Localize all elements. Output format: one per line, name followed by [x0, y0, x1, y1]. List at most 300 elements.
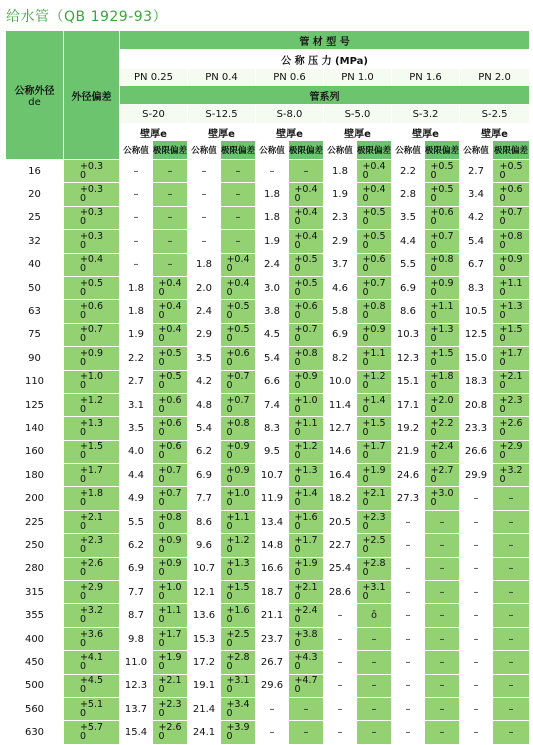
wall-deviation — [430, 302, 453, 320]
wall-nominal-cell: 1.9 — [256, 230, 289, 253]
wall-deviation — [430, 442, 453, 460]
wall-deviation-cell — [221, 721, 256, 744]
wall-deviation-cell — [357, 300, 392, 323]
wall-thickness-label: 壁厚e — [392, 124, 460, 141]
wall-deviation — [430, 489, 453, 507]
od-tolerance-lower: 0 — [79, 333, 86, 345]
wall-nominal-cell: – — [120, 206, 153, 229]
nominal-diameter-cell: 560 — [6, 697, 64, 720]
wall-deviation-cell — [493, 276, 530, 299]
od-tolerance-cell — [64, 697, 120, 720]
wall-deviation-lower: 0 — [499, 380, 506, 392]
wall-deviation-cell — [425, 230, 460, 253]
wall-deviation-cell: – — [289, 160, 324, 183]
wall-deviation — [500, 185, 523, 203]
wall-deviation-lower: 0 — [430, 497, 437, 509]
wall-deviation-lower: 0 — [226, 731, 233, 743]
wall-deviation-cell — [289, 230, 324, 253]
wall-deviation-cell — [153, 464, 188, 487]
wall-deviation-cell — [493, 230, 530, 253]
wall-deviation-cell — [425, 300, 460, 323]
nominal-value-label: 公称值 — [392, 141, 425, 160]
wall-deviation-cell — [357, 253, 392, 276]
table-row — [6, 464, 530, 487]
wall-deviation-lower: 0 — [226, 310, 233, 322]
wall-nominal-cell: 24.1 — [188, 721, 221, 744]
wall-deviation-cell — [289, 323, 324, 346]
wall-deviation — [430, 208, 453, 226]
od-tolerance-cell — [64, 300, 120, 323]
wall-deviation-lower: 0 — [158, 426, 165, 438]
wall-deviation-upper: +1.5 — [226, 581, 250, 593]
wall-deviation-upper: +1.3 — [499, 301, 523, 313]
od-tolerance-upper: +3.6 — [79, 628, 104, 640]
wall-deviation-lower: 0 — [226, 380, 233, 392]
wall-deviation-lower: 0 — [430, 333, 437, 345]
od-tolerance-upper: +1.7 — [79, 464, 104, 476]
table-row — [6, 581, 530, 604]
wall-nominal-cell: 10.5 — [460, 300, 493, 323]
wall-nominal-cell: 18.7 — [256, 581, 289, 604]
wall-deviation — [158, 466, 181, 484]
od-tolerance-upper: +0.3 — [79, 184, 104, 196]
od-tolerance-cell — [64, 230, 120, 253]
od-tolerance-lower: 0 — [79, 450, 86, 462]
wall-deviation — [294, 653, 317, 671]
wall-nominal-cell: 8.3 — [256, 417, 289, 440]
wall-deviation-cell — [153, 487, 188, 510]
wall-deviation-lower: 0 — [362, 310, 369, 322]
wall-deviation-upper: +0.4 — [294, 184, 318, 196]
wall-nominal-cell: 21.4 — [188, 697, 221, 720]
wall-deviation-lower: 0 — [362, 543, 369, 555]
wall-deviation-lower: 0 — [226, 707, 233, 719]
wall-deviation-upper: +2.1 — [362, 488, 386, 500]
wall-nominal-cell: 26.6 — [460, 440, 493, 463]
wall-nominal-cell: 9.5 — [256, 440, 289, 463]
wall-nominal-cell: – — [120, 253, 153, 276]
wall-nominal-cell: 6.7 — [460, 253, 493, 276]
wall-deviation-upper: +0.7 — [226, 394, 250, 406]
wall-nominal-cell: 1.8 — [256, 183, 289, 206]
nominal-diameter-cell: 140 — [6, 417, 64, 440]
od-tolerance-upper: +0.9 — [79, 347, 104, 359]
wall-deviation-upper: +0.9 — [430, 277, 454, 289]
wall-nominal-cell: 19.1 — [188, 674, 221, 697]
od-tolerance — [80, 162, 103, 180]
wall-deviation-upper: +1.7 — [158, 628, 182, 640]
wall-nominal-cell: 19.2 — [392, 417, 425, 440]
wall-deviation-lower: 0 — [362, 450, 369, 462]
wall-deviation-cell: – — [425, 627, 460, 650]
wall-deviation — [294, 536, 317, 554]
wall-deviation-lower: 0 — [430, 310, 437, 322]
wall-nominal-cell: 12.1 — [188, 581, 221, 604]
wall-deviation-lower: 0 — [499, 426, 506, 438]
wall-deviation-upper: +2.8 — [362, 558, 386, 570]
wall-nominal-cell: – — [324, 651, 357, 674]
wall-nominal-cell: – — [392, 627, 425, 650]
wall-nominal-cell: – — [392, 651, 425, 674]
wall-deviation-upper: +1.1 — [294, 417, 318, 429]
wall-deviation-upper: +0.9 — [158, 558, 182, 570]
wall-thickness-label: 壁厚e — [256, 124, 324, 141]
wall-nominal-cell: 2.7 — [120, 370, 153, 393]
wall-deviation-lower: 0 — [158, 731, 165, 743]
wall-deviation-upper: +0.4 — [226, 254, 250, 266]
wall-deviation — [362, 442, 385, 460]
wall-deviation-upper: +1.1 — [158, 605, 182, 617]
table-row — [6, 370, 530, 393]
wall-deviation-lower: 0 — [294, 567, 301, 579]
wall-deviation — [294, 302, 317, 320]
pipe-spec-table — [5, 30, 530, 745]
wall-deviation-cell: – — [493, 581, 530, 604]
od-tolerance-cell — [64, 627, 120, 650]
pressure-label: PN 1.0 — [324, 69, 392, 86]
wall-deviation — [294, 372, 317, 390]
table-row — [6, 347, 530, 370]
wall-nominal-cell: 7.7 — [120, 581, 153, 604]
wall-deviation-lower: 0 — [294, 543, 301, 555]
wall-deviation-lower: 0 — [499, 403, 506, 415]
wall-deviation — [226, 630, 249, 648]
wall-deviation-cell — [289, 557, 324, 580]
wall-deviation — [158, 559, 181, 577]
wall-nominal-cell: 2.3 — [324, 206, 357, 229]
wall-nominal-cell: 17.2 — [188, 651, 221, 674]
table-row — [6, 721, 530, 744]
wall-deviation-upper: +3.0 — [430, 488, 454, 500]
table-row — [6, 651, 530, 674]
wall-deviation — [362, 466, 385, 484]
series-label: S-5.0 — [324, 105, 392, 124]
wall-deviation-cell — [221, 347, 256, 370]
wall-deviation-cell — [493, 160, 530, 183]
wall-deviation — [362, 396, 385, 414]
wall-deviation-lower: 0 — [294, 333, 301, 345]
wall-deviation-cell — [357, 534, 392, 557]
wall-deviation-cell: – — [493, 510, 530, 533]
wall-deviation-lower: 0 — [294, 450, 301, 462]
od-tolerance — [80, 583, 103, 601]
wall-deviation — [294, 255, 317, 273]
wall-deviation — [294, 325, 317, 343]
wall-deviation-cell: – — [425, 697, 460, 720]
wall-deviation-cell — [153, 300, 188, 323]
wall-deviation-upper: +0.9 — [294, 371, 318, 383]
od-tolerance-lower: 0 — [79, 590, 86, 602]
wall-deviation-lower: 0 — [158, 543, 165, 555]
wall-deviation-cell — [289, 627, 324, 650]
od-tolerance-lower: 0 — [79, 543, 86, 555]
wall-nominal-cell: – — [188, 183, 221, 206]
wall-deviation-upper: +2.6 — [158, 722, 182, 734]
wall-deviation-cell — [357, 276, 392, 299]
wall-deviation-cell — [289, 300, 324, 323]
wall-nominal-cell: 12.7 — [324, 417, 357, 440]
od-tolerance-lower: 0 — [79, 660, 86, 672]
wall-deviation — [362, 162, 385, 180]
page-title: 给水管（QB 1929-93） — [6, 9, 168, 25]
wall-deviation-cell — [153, 393, 188, 416]
wall-deviation-cell — [153, 627, 188, 650]
wall-nominal-cell: – — [460, 721, 493, 744]
wall-nominal-cell: 23.7 — [256, 627, 289, 650]
wall-deviation-cell — [425, 253, 460, 276]
wall-deviation-upper: +0.4 — [362, 160, 386, 172]
nominal-diameter-cell: 280 — [6, 557, 64, 580]
wall-deviation — [158, 583, 181, 601]
wall-thickness-label: 壁厚e — [460, 124, 530, 141]
nominal-diameter-cell: 90 — [6, 347, 64, 370]
wall-nominal-cell: 2.9 — [188, 323, 221, 346]
wall-deviation — [226, 583, 249, 601]
wall-deviation-upper: +0.6 — [226, 347, 250, 359]
wall-deviation-cell — [289, 393, 324, 416]
wall-deviation — [158, 630, 181, 648]
od-tolerance — [80, 606, 103, 624]
wall-deviation-cell — [493, 370, 530, 393]
od-tolerance-lower: 0 — [79, 684, 86, 696]
nominal-diameter-sub: de — [28, 97, 41, 108]
wall-nominal-cell: 20.8 — [460, 393, 493, 416]
wall-deviation-lower: 0 — [226, 473, 233, 485]
wall-nominal-cell: 4.9 — [120, 487, 153, 510]
wall-deviation-upper: +3.9 — [226, 722, 250, 734]
wall-deviation-lower: 0 — [294, 403, 301, 415]
wall-deviation-cell — [425, 440, 460, 463]
wall-deviation-upper: +1.4 — [362, 394, 386, 406]
limit-deviation-label: 极限偏差 — [425, 141, 460, 160]
wall-deviation-cell: – — [357, 627, 392, 650]
wall-nominal-cell: – — [460, 510, 493, 533]
wall-deviation-cell — [221, 534, 256, 557]
wall-nominal-cell: – — [460, 627, 493, 650]
wall-thickness-label: 壁厚e — [120, 124, 188, 141]
wall-deviation-upper: +1.4 — [294, 488, 318, 500]
wall-nominal-cell: 7.7 — [188, 487, 221, 510]
wall-deviation-upper: +2.2 — [430, 417, 454, 429]
wall-deviation-cell — [153, 370, 188, 393]
wall-deviation-lower: 0 — [158, 707, 165, 719]
wall-deviation-cell — [357, 581, 392, 604]
wall-nominal-cell: 20.5 — [324, 510, 357, 533]
wall-deviation-lower: 0 — [294, 614, 301, 626]
wall-deviation-upper: +1.3 — [294, 464, 318, 476]
wall-deviation — [500, 162, 523, 180]
table-row — [6, 627, 530, 650]
od-tolerance — [80, 325, 103, 343]
wall-deviation-upper: +4.3 — [294, 651, 318, 663]
od-tolerance-upper: +4.1 — [79, 651, 104, 663]
wall-nominal-cell: 1.9 — [120, 323, 153, 346]
od-tolerance — [80, 536, 103, 554]
wall-deviation-upper: +0.7 — [294, 324, 318, 336]
wall-deviation-cell — [289, 651, 324, 674]
wall-deviation — [226, 653, 249, 671]
wall-nominal-cell: 10.0 — [324, 370, 357, 393]
wall-deviation-upper: +1.2 — [294, 441, 318, 453]
od-tolerance-cell — [64, 581, 120, 604]
wall-deviation-cell — [425, 464, 460, 487]
wall-nominal-cell: 3.5 — [120, 417, 153, 440]
pipe-series-header: 管系列 — [120, 86, 530, 105]
wall-deviation-cell — [493, 347, 530, 370]
od-tolerance-lower: 0 — [79, 216, 86, 228]
od-tolerance-upper: +1.5 — [79, 441, 104, 453]
od-tolerance-lower: 0 — [79, 310, 86, 322]
wall-deviation — [226, 489, 249, 507]
wall-deviation — [294, 489, 317, 507]
wall-nominal-cell: 2.2 — [392, 160, 425, 183]
wall-deviation-upper: +0.6 — [158, 441, 182, 453]
wall-deviation-upper: +0.8 — [158, 511, 182, 523]
wall-deviation-upper: +0.4 — [294, 207, 318, 219]
wall-deviation-cell — [153, 510, 188, 533]
wall-nominal-cell: 14.8 — [256, 534, 289, 557]
wall-nominal-cell: 11.9 — [256, 487, 289, 510]
od-tolerance-cell — [64, 347, 120, 370]
wall-deviation — [226, 302, 249, 320]
wall-deviation — [362, 559, 385, 577]
wall-deviation-upper: +0.4 — [226, 277, 250, 289]
nominal-diameter-header — [6, 31, 64, 160]
wall-deviation-upper: +0.6 — [158, 394, 182, 406]
pressure-label: PN 0.25 — [120, 69, 188, 86]
wall-nominal-cell: 15.4 — [120, 721, 153, 744]
wall-nominal-cell: 6.2 — [188, 440, 221, 463]
wall-nominal-cell: 3.5 — [392, 206, 425, 229]
wall-deviation — [430, 255, 453, 273]
wall-deviation-lower: 0 — [294, 263, 301, 275]
wall-deviation — [294, 442, 317, 460]
od-tolerance-cell — [64, 323, 120, 346]
wall-deviation-cell — [493, 393, 530, 416]
wall-deviation-cell — [289, 604, 324, 627]
wall-deviation-upper: +0.4 — [362, 184, 386, 196]
wall-deviation-cell: – — [425, 510, 460, 533]
wall-nominal-cell: 3.7 — [324, 253, 357, 276]
wall-deviation-cell — [153, 323, 188, 346]
wall-nominal-cell: 14.6 — [324, 440, 357, 463]
wall-deviation-upper: +0.7 — [499, 207, 523, 219]
od-tolerance-upper: +3.2 — [79, 605, 104, 617]
wall-deviation-lower: 0 — [158, 590, 165, 602]
wall-deviation — [294, 630, 317, 648]
od-tolerance — [80, 700, 103, 718]
wall-deviation — [158, 419, 181, 437]
wall-deviation-lower: 0 — [294, 286, 301, 298]
wall-deviation-cell: – — [153, 253, 188, 276]
wall-deviation-upper: +2.9 — [499, 441, 523, 453]
wall-deviation-cell — [493, 300, 530, 323]
wall-deviation-cell: – — [425, 651, 460, 674]
wall-deviation-lower: 0 — [362, 403, 369, 415]
wall-deviation-upper: +1.6 — [294, 511, 318, 523]
wall-deviation-upper: +0.9 — [226, 441, 250, 453]
wall-nominal-cell: 28.6 — [324, 581, 357, 604]
wall-nominal-cell: 2.4 — [188, 300, 221, 323]
wall-deviation — [226, 419, 249, 437]
od-tolerance — [80, 489, 103, 507]
wall-deviation-upper: +0.4 — [158, 277, 182, 289]
wall-nominal-cell: 4.0 — [120, 440, 153, 463]
wall-deviation — [158, 489, 181, 507]
table-row — [6, 393, 530, 416]
wall-deviation-cell: – — [425, 604, 460, 627]
wall-nominal-cell: 4.2 — [460, 206, 493, 229]
od-tolerance-upper: +0.3 — [79, 160, 104, 172]
table-row — [6, 323, 530, 346]
wall-deviation-cell — [425, 206, 460, 229]
wall-deviation — [362, 419, 385, 437]
wall-deviation-upper: +1.0 — [294, 394, 318, 406]
wall-deviation-lower: 0 — [362, 473, 369, 485]
nominal-diameter-cell: 250 — [6, 534, 64, 557]
series-label: S-2.5 — [460, 105, 530, 124]
wall-deviation-upper: +3.4 — [226, 698, 250, 710]
wall-deviation-cell — [425, 393, 460, 416]
wall-deviation-cell: – — [289, 697, 324, 720]
pressure-label: PN 0.4 — [188, 69, 256, 86]
wall-deviation-lower: 0 — [362, 216, 369, 228]
wall-deviation — [158, 442, 181, 460]
wall-deviation — [430, 372, 453, 390]
wall-nominal-cell: 8.6 — [392, 300, 425, 323]
wall-deviation-cell: – — [425, 557, 460, 580]
wall-deviation-lower: 0 — [294, 520, 301, 532]
wall-deviation — [500, 442, 523, 460]
wall-deviation-cell — [425, 160, 460, 183]
wall-deviation-cell: – — [493, 651, 530, 674]
wall-nominal-cell: – — [392, 510, 425, 533]
wall-nominal-cell: – — [392, 697, 425, 720]
wall-deviation-upper: +2.1 — [294, 581, 318, 593]
wall-nominal-cell: 1.8 — [188, 253, 221, 276]
od-tolerance-cell — [64, 651, 120, 674]
wall-deviation-upper: +0.7 — [226, 371, 250, 383]
wall-deviation — [362, 513, 385, 531]
wall-deviation — [158, 325, 181, 343]
wall-deviation-cell — [425, 323, 460, 346]
wall-deviation-upper: +1.9 — [294, 558, 318, 570]
od-tolerance-upper: +0.4 — [79, 254, 104, 266]
wall-deviation — [294, 208, 317, 226]
wall-deviation-cell — [221, 300, 256, 323]
wall-deviation-lower: 0 — [499, 450, 506, 462]
wall-deviation-lower: 0 — [294, 380, 301, 392]
od-tolerance-lower: 0 — [79, 356, 86, 368]
wall-deviation-upper: +1.3 — [430, 324, 454, 336]
wall-deviation-cell — [357, 323, 392, 346]
wall-deviation-lower: 0 — [362, 590, 369, 602]
wall-deviation-upper: +1.1 — [362, 347, 386, 359]
wall-deviation-cell — [289, 206, 324, 229]
wall-deviation-lower: 0 — [294, 473, 301, 485]
wall-deviation-cell — [289, 276, 324, 299]
nominal-diameter-cell: 400 — [6, 627, 64, 650]
od-tolerance — [80, 302, 103, 320]
wall-deviation-upper: +0.8 — [294, 347, 318, 359]
wall-deviation-cell: – — [493, 557, 530, 580]
wall-deviation-lower: 0 — [430, 169, 437, 181]
pressure-label: PN 2.0 — [460, 69, 530, 86]
wall-deviation — [362, 185, 385, 203]
od-tolerance — [80, 442, 103, 460]
wall-deviation-cell — [289, 487, 324, 510]
wall-deviation-lower: 0 — [158, 450, 165, 462]
